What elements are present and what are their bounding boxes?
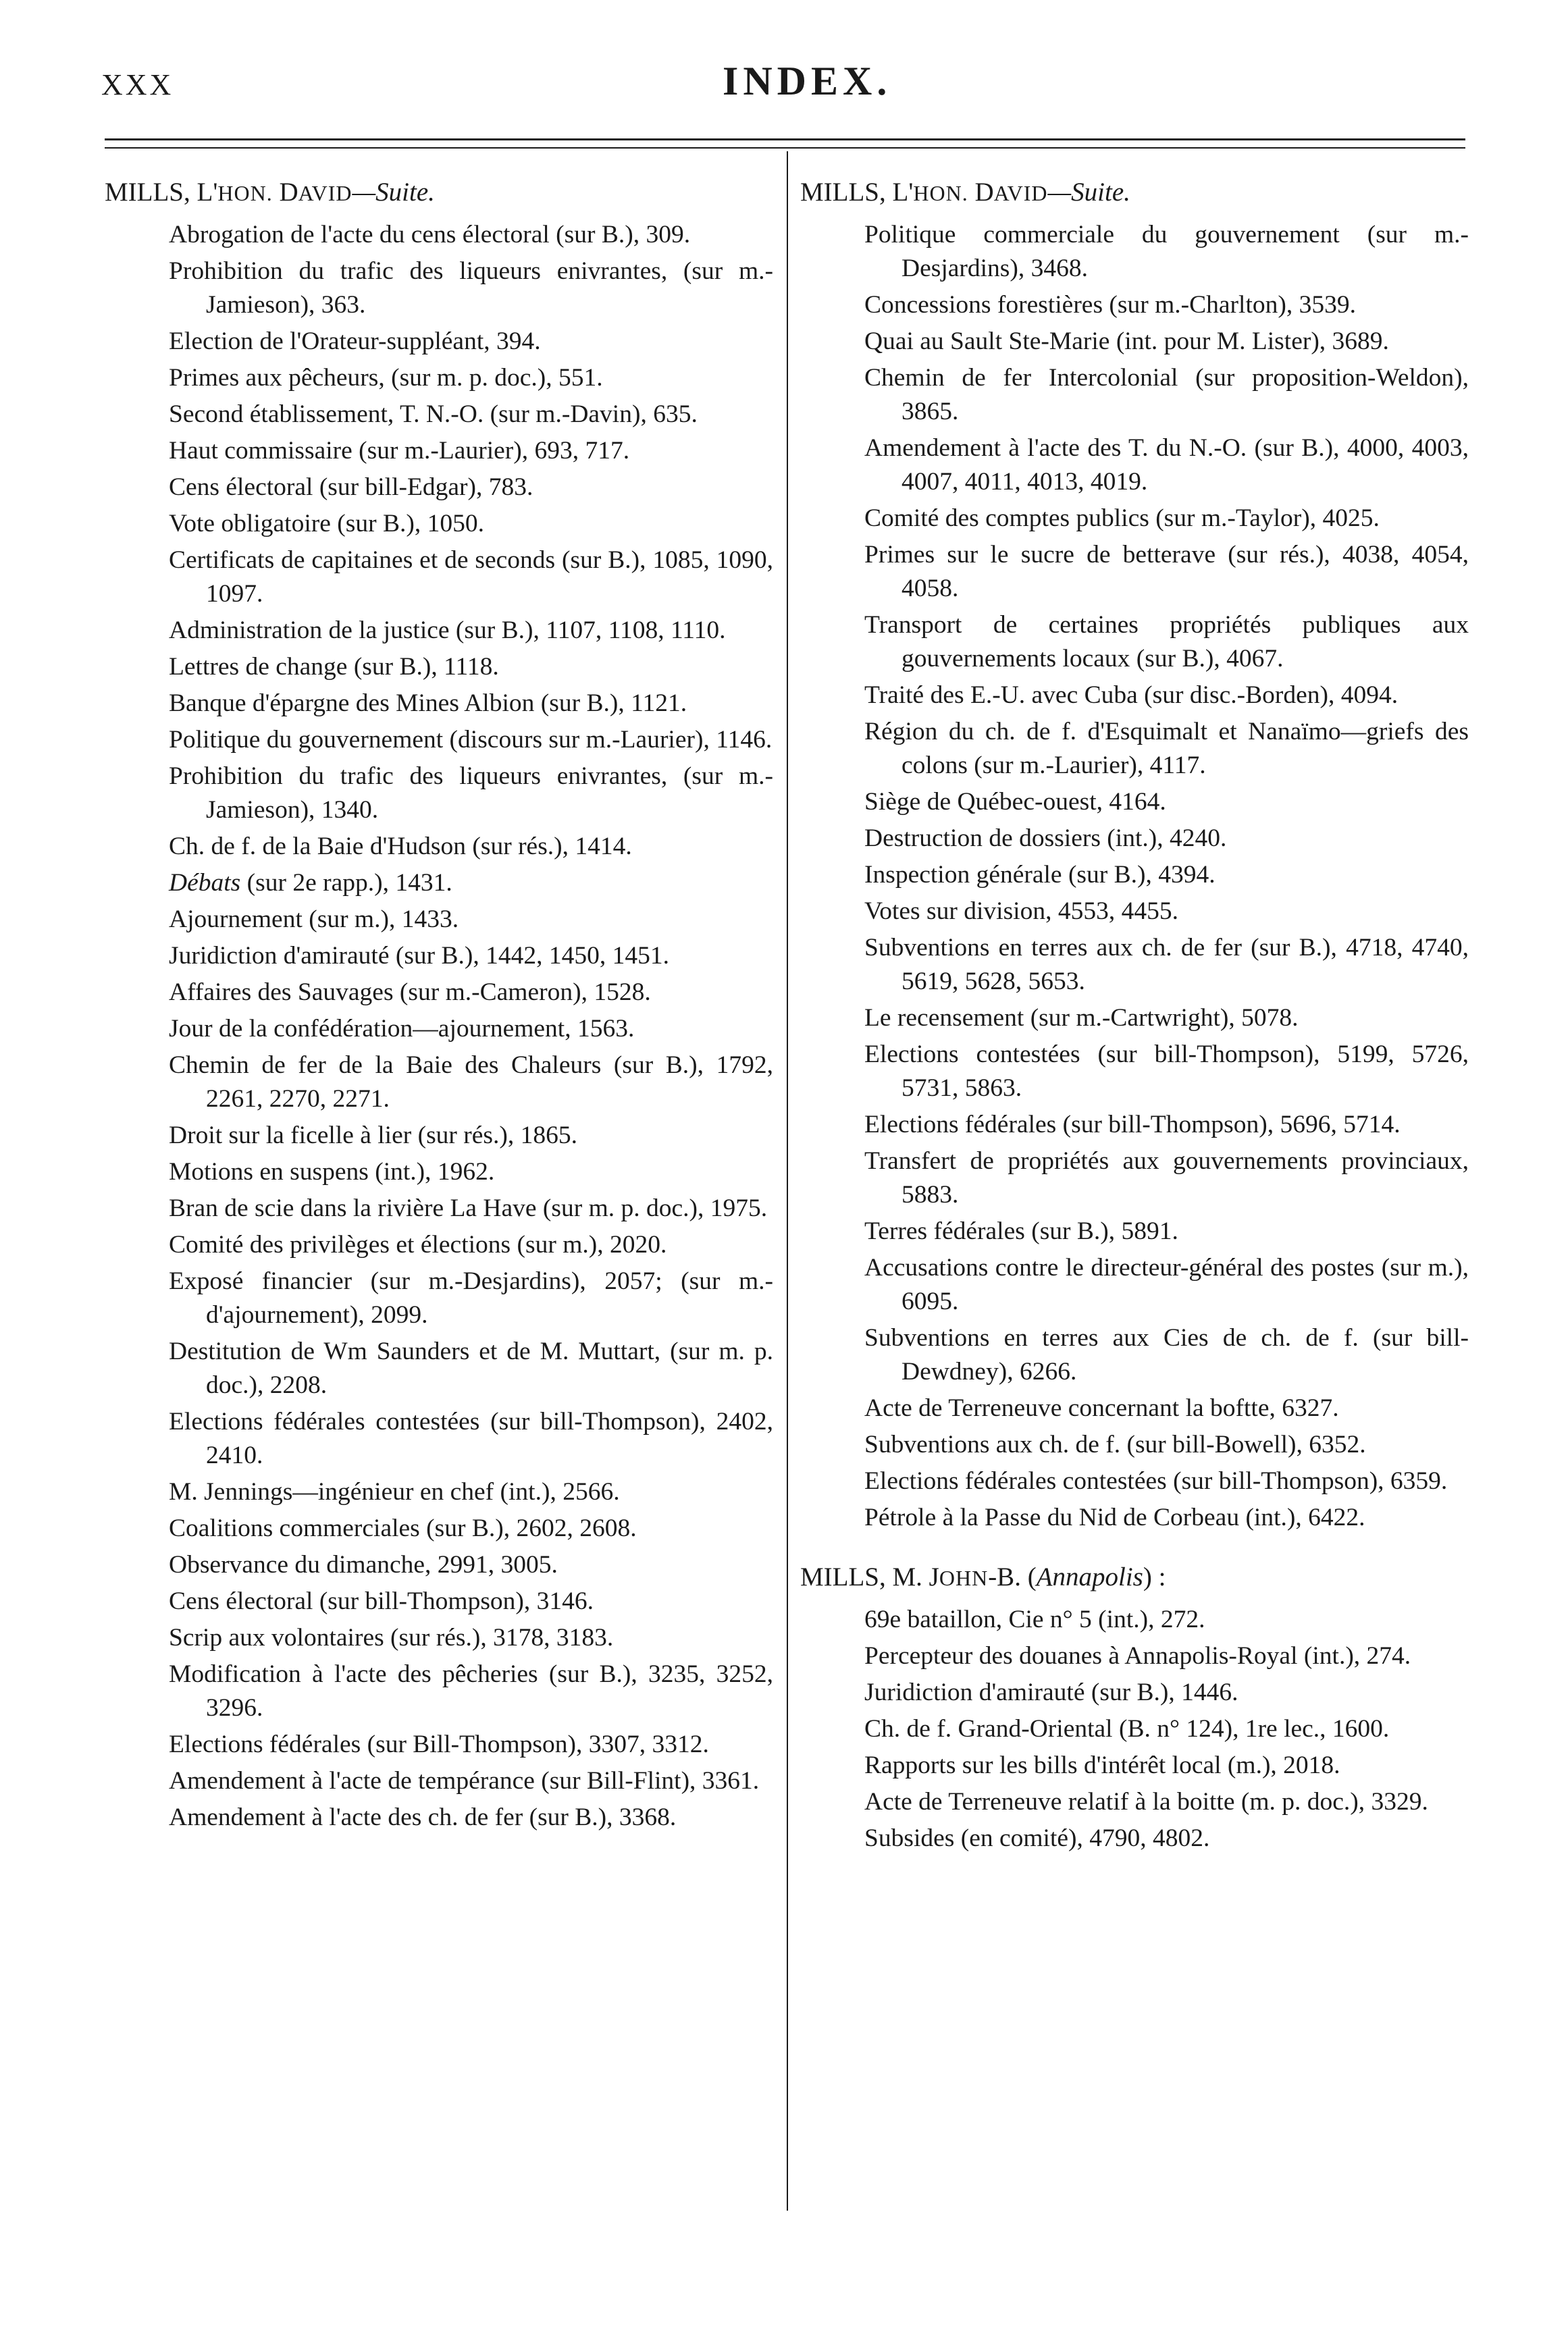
index-entry: Abrogation de l'acte du cens électoral (sur B.), 309. [169,221,691,248]
index-entry: Certificats de capitaines et de seconds (sur B.), 1085, 1090, 1097. [169,546,773,608]
index-entry: Subsides (en comité), 4790, 4802. [864,1824,1210,1852]
index-entry: Second établissement, T. N.-O. (sur m.-Davin), 635. [169,400,698,428]
index-entry: Traité des E.-U. avec Cuba (sur disc.-Borden), 4094. [864,681,1399,709]
index-entry: Affaires des Sauvages (sur m.-Cameron), 1528. [169,978,651,1006]
index-entry: Modification à l'acte des pêcheries (sur B.), 3235, 3252, 3296. [169,1660,773,1722]
index-entry: Politique du gouvernement (discours sur m.-Laurier), 1146. [169,726,773,754]
index-entry: Rapports sur les bills d'intérêt local (m.), 2018. [864,1752,1340,1779]
index-entry: Juridiction d'amirauté (sur B.), 1446. [864,1679,1238,1706]
index-entry: Lettres de change (sur B.), 1118. [169,653,499,681]
index-entry: Haut commissaire (sur m.-Laurier), 693, 717. [169,437,630,465]
index-entry: Elections fédérales contestées (sur bill-Thompson), 2402, 2410. [169,1408,773,1469]
index-entry: 69e bataillon, Cie n° 5 (int.), 272. [864,1606,1205,1633]
index-entry: Ch. de f. Grand-Oriental (B. n° 124), 1re lec., 1600. [864,1715,1390,1743]
page-number: XXX [101,68,174,101]
index-entry: Primes sur le sucre de betterave (sur rés.), 4038, 4054, 4058. [864,541,1469,602]
index-entry: Comité des comptes publics (sur m.-Taylor), 4025. [864,504,1380,532]
index-entry: Jour de la confédération—ajournement, 1563. [169,1015,635,1043]
index-entry: Quai au Sault Ste-Marie (int. pour M. Lister), 3689. [864,327,1389,355]
index-entry: Subventions aux ch. de f. (sur bill-Bowell), 6352. [864,1431,1366,1458]
entry-heading-mills-john: MILLS, M. JOHN-B. (Annapolis) : [800,1562,1166,1591]
index-entry: Banque d'épargne des Mines Albion (sur B.), 1121. [169,689,687,717]
index-entry: Bran de scie dans la rivière La Have (sur m. p. doc.), 1975. [169,1194,768,1222]
index-entry-debats: Débats (sur 2e rapp.), 1431. [169,869,452,897]
index-entry: Droit sur la ficelle à lier (sur rés.), 1865. [169,1122,577,1149]
index-entry: Ch. de f. de la Baie d'Hudson (sur rés.), 1414. [169,833,632,860]
index-entry: Elections fédérales (sur bill-Thompson), 5696, 5714. [864,1111,1401,1138]
index-entry: Percepteur des douanes à Annapolis-Royal (int.), 274. [864,1642,1411,1670]
index-entry: Election de l'Orateur-suppléant, 394. [169,327,541,355]
index-entry: Pétrole à la Passe du Nid de Corbeau (int.), 6422. [864,1504,1365,1531]
index-entry: Accusations contre le directeur-général des postes (sur m.), 6095. [864,1254,1469,1315]
index-entry: Subventions en terres aux ch. de fer (sur B.), 4718, 4740, 5619, 5628, 5653. [864,934,1469,995]
index-entry: Cens électoral (sur bill-Thompson), 3146. [169,1587,594,1615]
index-entry: Amendement à l'acte des T. du N.-O. (sur B.), 4000, 4003, 4007, 4011, 4013, 4019. [864,434,1469,496]
left-entry-list [105,218,773,1835]
index-entry: Primes aux pêcheurs, (sur m. p. doc.), 551. [169,364,603,392]
header-rule-bottom [105,147,1465,149]
index-entry: Subventions en terres aux Cies de ch. de f. (sur bill-Dewdney), 6266. [864,1324,1469,1386]
index-entry: Ajournement (sur m.), 1433. [169,905,459,933]
index-entry: Amendement à l'acte de tempérance (sur Bill-Flint), 3361. [169,1767,760,1795]
column-divider [787,151,788,2211]
index-entry: Elections fédérales (sur Bill-Thompson), 3307, 3312. [169,1731,709,1758]
right-entry-list-david [800,218,1469,1535]
index-entry: Votes sur division, 4553, 4455. [864,897,1178,925]
index-entry: Transport de certaines propriétés publiques aux gouvernements locaux (sur B.), 4067. [864,611,1469,673]
index-entry: Siège de Québec-ouest, 4164. [864,788,1166,816]
index-entry: Acte de Terreneuve concernant la boftte, 6327. [864,1394,1339,1422]
index-entry: Prohibition du trafic des liqueurs enivrantes, (sur m.-Jamieson), 1340. [169,762,773,824]
entry-heading-mills-david-cont: MILLS, L'HON. DAVID—Suite. [800,178,1130,207]
index-entry: Amendement à l'acte des ch. de fer (sur B.), 3368. [169,1804,677,1831]
page-title: INDEX. [723,59,892,103]
index-entry: Cens électoral (sur bill-Edgar), 783. [169,473,533,501]
index-entry: Transfert de propriétés aux gouvernements provinciaux, 5883. [864,1147,1469,1209]
entry-heading-mills-david: MILLS, L'HON. DAVID—Suite. [105,178,435,207]
header-rule-top [105,138,1465,140]
index-entry: Concessions forestières (sur m.-Charlton), 3539. [864,291,1356,319]
index-entry: Vote obligatoire (sur B.), 1050. [169,510,484,537]
index-entry: Administration de la justice (sur B.), 1107, 1108, 1110. [169,616,726,644]
index-entry: Elections contestées (sur bill-Thompson), 5199, 5726, 5731, 5863. [864,1041,1469,1102]
index-entry: Le recensement (sur m.-Cartwright), 5078. [864,1004,1299,1032]
index-entry: Prohibition du trafic des liqueurs enivrantes, (sur m.-Jamieson), 363. [169,257,773,319]
index-entry: Coalitions commerciales (sur B.), 2602, 2608. [169,1515,637,1542]
index-entry: Motions en suspens (int.), 1962. [169,1158,495,1186]
right-entry-list-john [800,1603,1469,1855]
index-entry: Inspection générale (sur B.), 4394. [864,861,1216,889]
index-entry: Elections fédérales contestées (sur bill-Thompson), 6359. [864,1467,1448,1495]
index-entry: Scrip aux volontaires (sur rés.), 3178, 3183. [169,1624,614,1652]
right-column [800,174,1469,1858]
index-entry: Comité des privilèges et élections (sur m.), 2020. [169,1231,667,1259]
index-entry: Région du ch. de f. d'Esquimalt et Nanaïmo—griefs des colons (sur m.-Laurier), 4117. [864,718,1469,779]
index-entry: Exposé financier (sur m.-Desjardins), 2057; (sur m.-d'ajournement), 2099. [169,1267,773,1329]
index-entry: Terres fédérales (sur B.), 5891. [864,1217,1178,1245]
italic-term: Débats [169,869,241,897]
index-entry: Politique commerciale du gouvernement (sur m.-Desjardins), 3468. [864,221,1469,282]
index-entry: Observance du dimanche, 2991, 3005. [169,1551,558,1579]
index-entry: Acte de Terreneuve relatif à la boitte (m. p. doc.), 3329. [864,1788,1428,1816]
left-column [105,174,773,1837]
index-entry: Destruction de dossiers (int.), 4240. [864,824,1227,852]
index-entry: Chemin de fer Intercolonial (sur proposition-Weldon), 3865. [864,364,1469,425]
index-entry: Destitution de Wm Saunders et de M. Muttart, (sur m. p. doc.), 2208. [169,1338,773,1399]
index-entry: Juridiction d'amirauté (sur B.), 1442, 1450, 1451. [169,942,670,970]
index-entry: M. Jennings—ingénieur en chef (int.), 2566. [169,1478,620,1506]
index-entry: Chemin de fer de la Baie des Chaleurs (sur B.), 1792, 2261, 2270, 2271. [169,1051,773,1113]
